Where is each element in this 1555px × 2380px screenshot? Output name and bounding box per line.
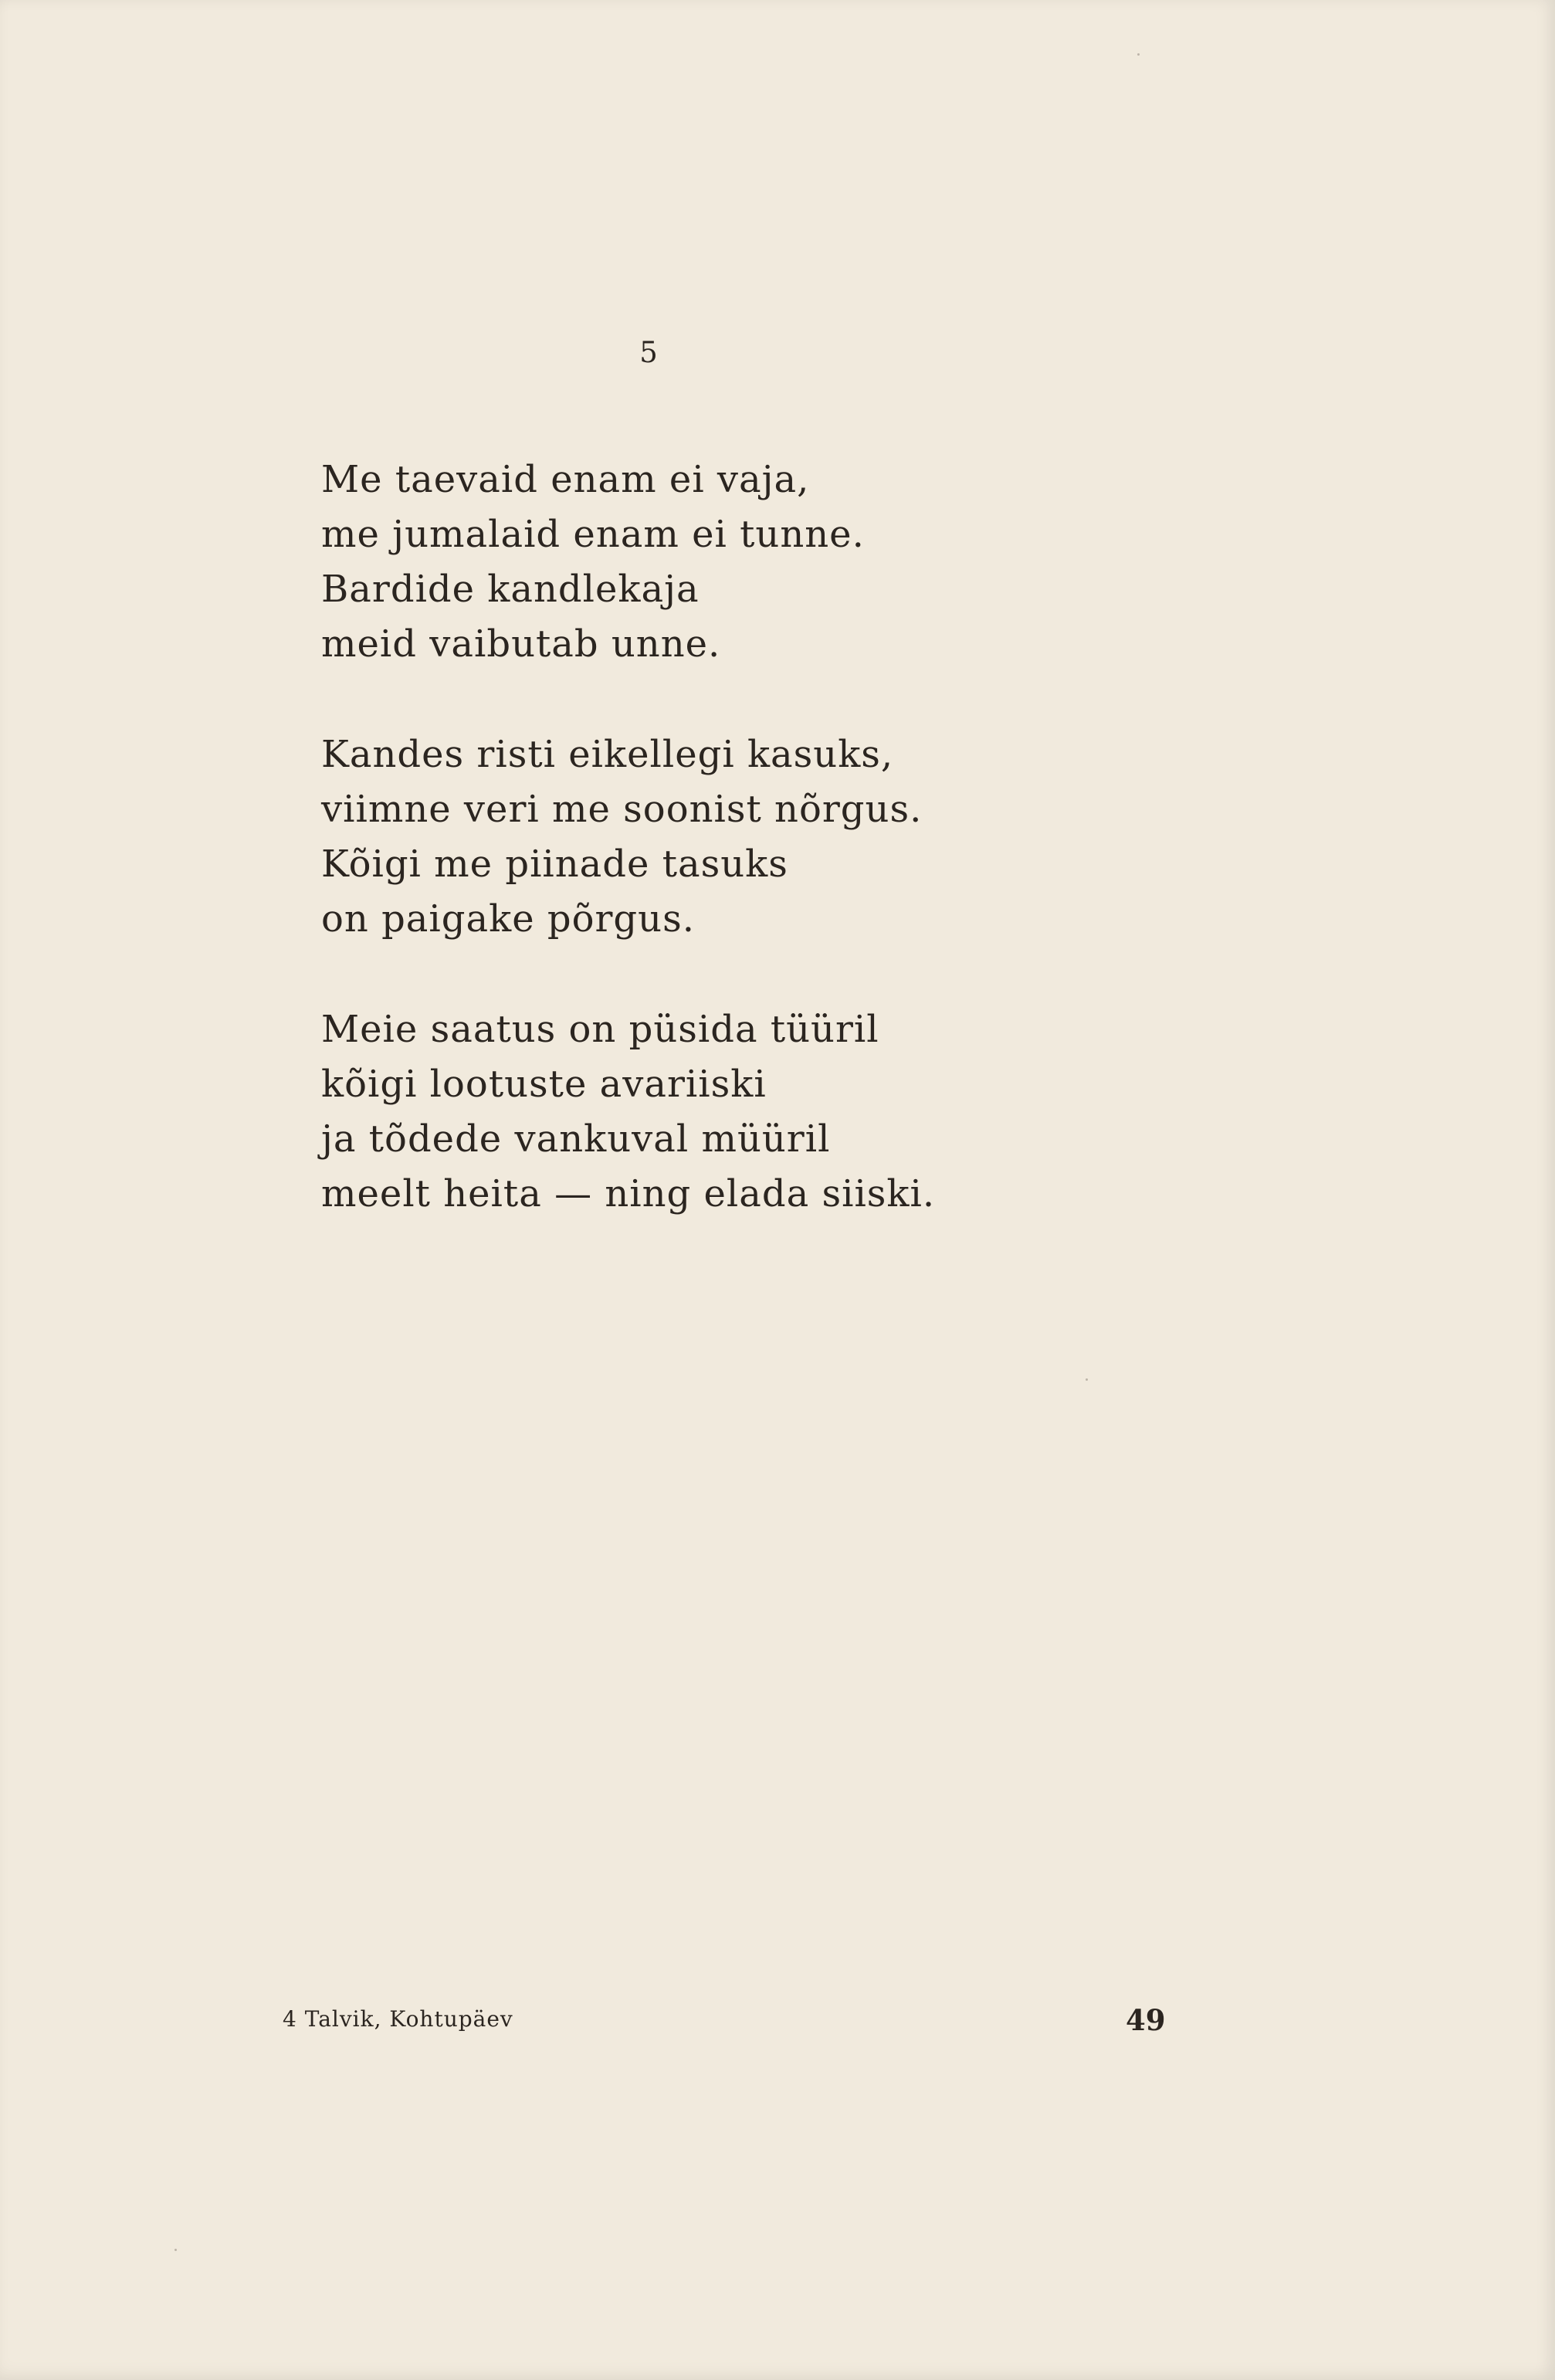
paper-speck	[1137, 53, 1140, 56]
poem-line: ja tõdede vankuval müüril	[321, 1117, 831, 1161]
footer-signature: 4 Talvik, Kohtupäev	[283, 2006, 513, 2032]
poem-line: Me taevaid enam ei vaja,	[321, 458, 810, 501]
poem-number: 5	[639, 336, 658, 369]
poem-line: Kandes risti eikellegi kasuks,	[321, 733, 894, 776]
stanza-3	[321, 1002, 1170, 1222]
paper-speck	[174, 2249, 177, 2251]
paper-speck	[1086, 1378, 1088, 1381]
poem-line: viimne veri me soonist nõrgus.	[321, 788, 923, 831]
poem-line: meid vaibutab unne.	[321, 622, 721, 666]
poem-line: meelt heita — ning elada siiski.	[321, 1172, 936, 1215]
poem-line: me jumalaid enam ei tunne.	[321, 513, 865, 556]
poem-line: on paigake põrgus.	[321, 897, 695, 941]
poem-line: kõigi lootuste avariiski	[321, 1063, 767, 1106]
stanza-2	[321, 727, 1170, 947]
poem-line: Meie saatus on püsida tüüril	[321, 1008, 879, 1051]
poem-line: Kõigi me piinade tasuks	[321, 842, 788, 886]
poem-line: Bardide kandlekaja	[321, 568, 700, 611]
page-number: 49	[1126, 2003, 1166, 2037]
poem-text	[321, 453, 1170, 1277]
stanza-1	[321, 453, 1170, 672]
